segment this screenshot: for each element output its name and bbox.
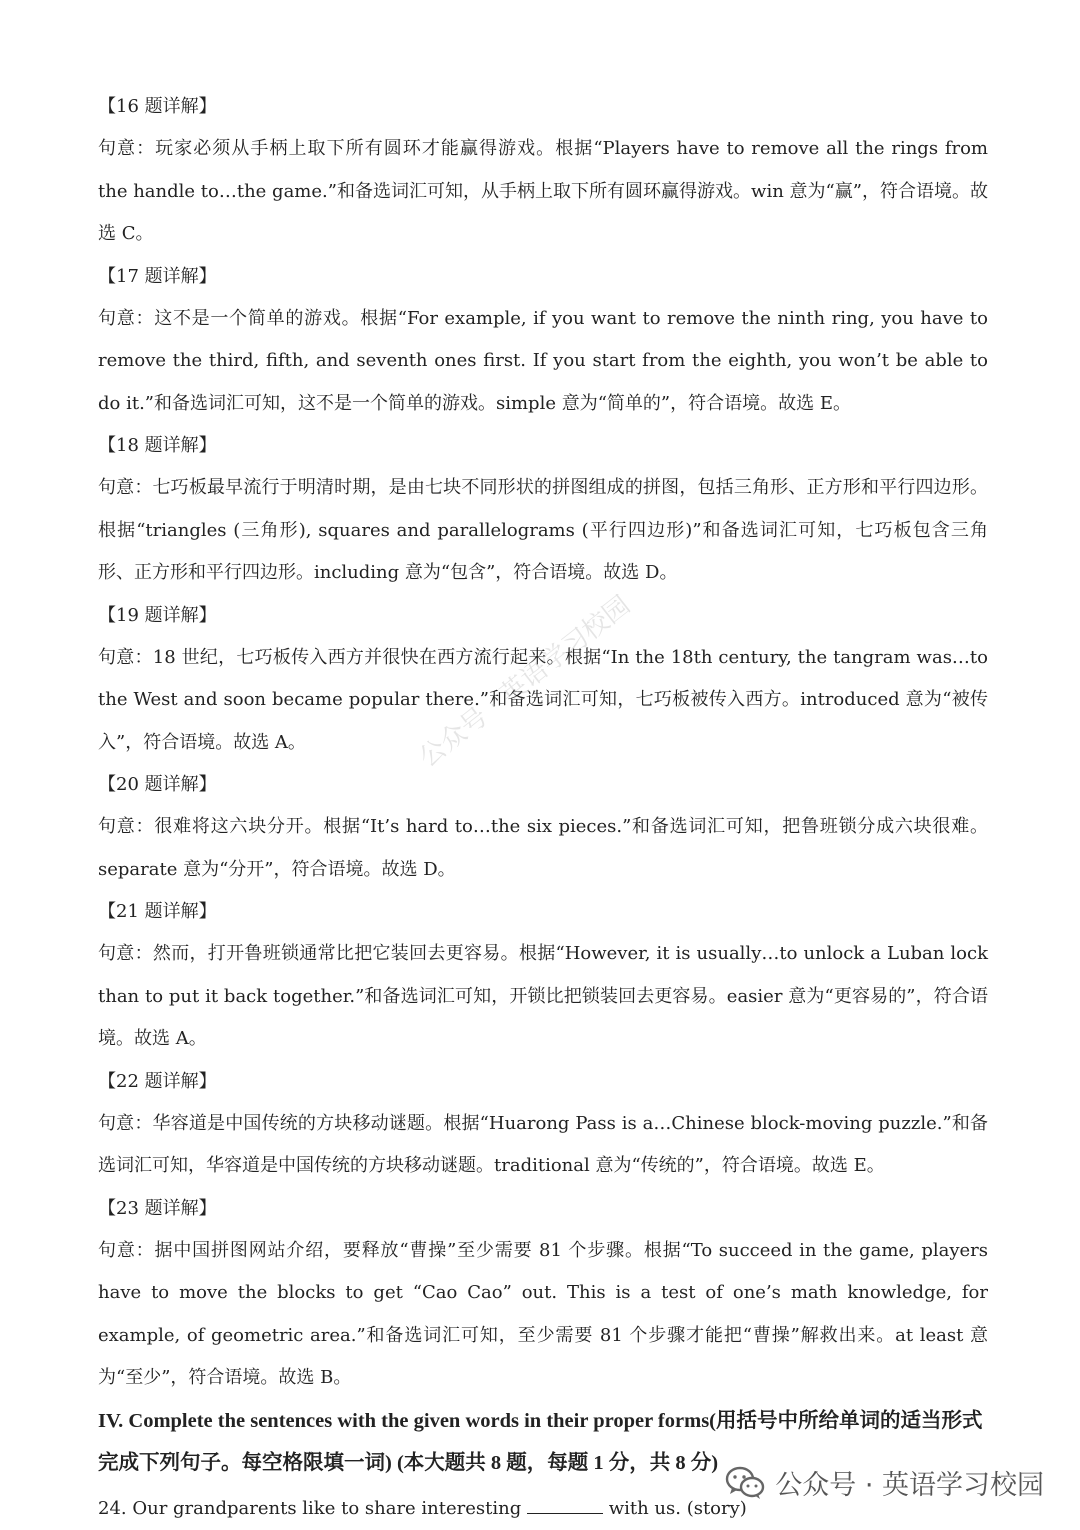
text-23: 句意：据中国拼图网站介绍，要释放“曹操”至少需要 81 个步骤。根据“To succeed in the game, players have to move the blocks to get “Cao Cao” out. This is a test of one’s math knowledge, for example, of geometric area.”和备选词汇可知，至少需要 81 个步骤才能把“曹操”解救出来。at least 意为“至少”，符合语境。故选 B。 xyxy=(98,1239,988,1388)
text-20: 句意：很难将这六块分开。根据“It’s hard to…the six pieces.”和备选词汇可知，把鲁班锁分成六块很难。separate 意为“分开”，符合语境。故选 D。 xyxy=(98,816,988,880)
heading-16: 【16 题详解】 xyxy=(98,96,217,117)
heading-21: 【21 题详解】 xyxy=(98,901,217,922)
explanation-22 xyxy=(98,1061,988,1188)
text-18: 句意：七巧板最早流行于明清时期，是由七块不同形状的拼图组成的拼图，包括三角形、正方形和平行四边形。根据“triangles (三角形), squares and parallelograms (平行四边形)”和备选词汇可知，七巧板包含三角形、正方形和平行四边形。including 意为“包含”，符合语境。故选 D。 xyxy=(98,477,988,583)
explanation-20 xyxy=(98,764,988,891)
document-page xyxy=(98,86,988,1530)
explanation-19 xyxy=(98,595,988,765)
explanation-18 xyxy=(98,425,988,595)
watermark: 公众号 · 英语学习校园 xyxy=(413,590,637,774)
explanation-21 xyxy=(98,891,988,1061)
text-19: 句意：18 世纪，七巧板传入西方并很快在西方流行起来。根据“In the 18th century, the tangram was…to the West and soon became popular there.”和备选词汇可知，七巧板被传入西方。introduced 意为“被传入”，符合语境。故选 A。 xyxy=(98,646,988,753)
answer-blank[interactable] xyxy=(527,1499,603,1514)
text-21: 句意：然而，打开鲁班锁通常比把它装回去更容易。根据“However, it is usually…to unlock a Luban lock than to put it back together.”和备选词汇可知，开锁比把锁装回去更容易。easier 意为“更容易的”，符合语境。故选 A。 xyxy=(98,943,988,1049)
text-22: 句意：华容道是中国传统的方块移动谜题。根据“Huarong Pass is a…Chinese block-moving puzzle.”和备选词汇可知，华容道是中国传统的方块移动谜题。traditional 意为“传统的”，符合语境。故选 E。 xyxy=(98,1112,988,1176)
text-17: 句意：这不是一个简单的游戏。根据“For example, if you want to remove the ninth ring, you have to remove the third, fifth, and seventh ones first. If you start from the eighth, you won’t be able to do it.”和备选词汇可知，这不是一个简单的游戏。simple 意为“简单的”，符合语境。故选 E。 xyxy=(98,307,988,414)
explanation-17 xyxy=(98,256,988,426)
heading-18: 【18 题详解】 xyxy=(98,435,217,456)
heading-23: 【23 题详解】 xyxy=(98,1197,217,1219)
footer-text: 公众号 · 英语学习校园 xyxy=(775,1470,1044,1501)
explanation-23 xyxy=(98,1188,988,1400)
heading-22: 【22 题详解】 xyxy=(98,1070,217,1092)
question-24-after: with us. (story) xyxy=(602,1497,747,1519)
heading-17: 【17 题详解】 xyxy=(98,265,217,287)
question-24-before: 24. Our grandparents like to share interesting xyxy=(98,1497,527,1519)
part-iv-title: IV. Complete the sentences with the given words in their proper forms(用括号中所给单词的适当形式完成下列句子。每空格限填一词) (本大题共 8 题，每题 1 分，共 8 分) xyxy=(98,1409,983,1474)
heading-20: 【20 题详解】 xyxy=(98,774,217,795)
text-16: 句意：玩家必须从手柄上取下所有圆环才能赢得游戏。根据“Players have to remove all the rings from the handle to…the game.”和备选词汇可知，从手柄上取下所有圆环赢得游戏。win 意为“赢”，符合语境。故选 C。 xyxy=(98,138,988,244)
heading-19: 【19 题详解】 xyxy=(98,604,217,626)
wechat-icon xyxy=(725,1466,765,1500)
footer-brand xyxy=(725,1463,1044,1502)
explanation-16 xyxy=(98,86,988,256)
